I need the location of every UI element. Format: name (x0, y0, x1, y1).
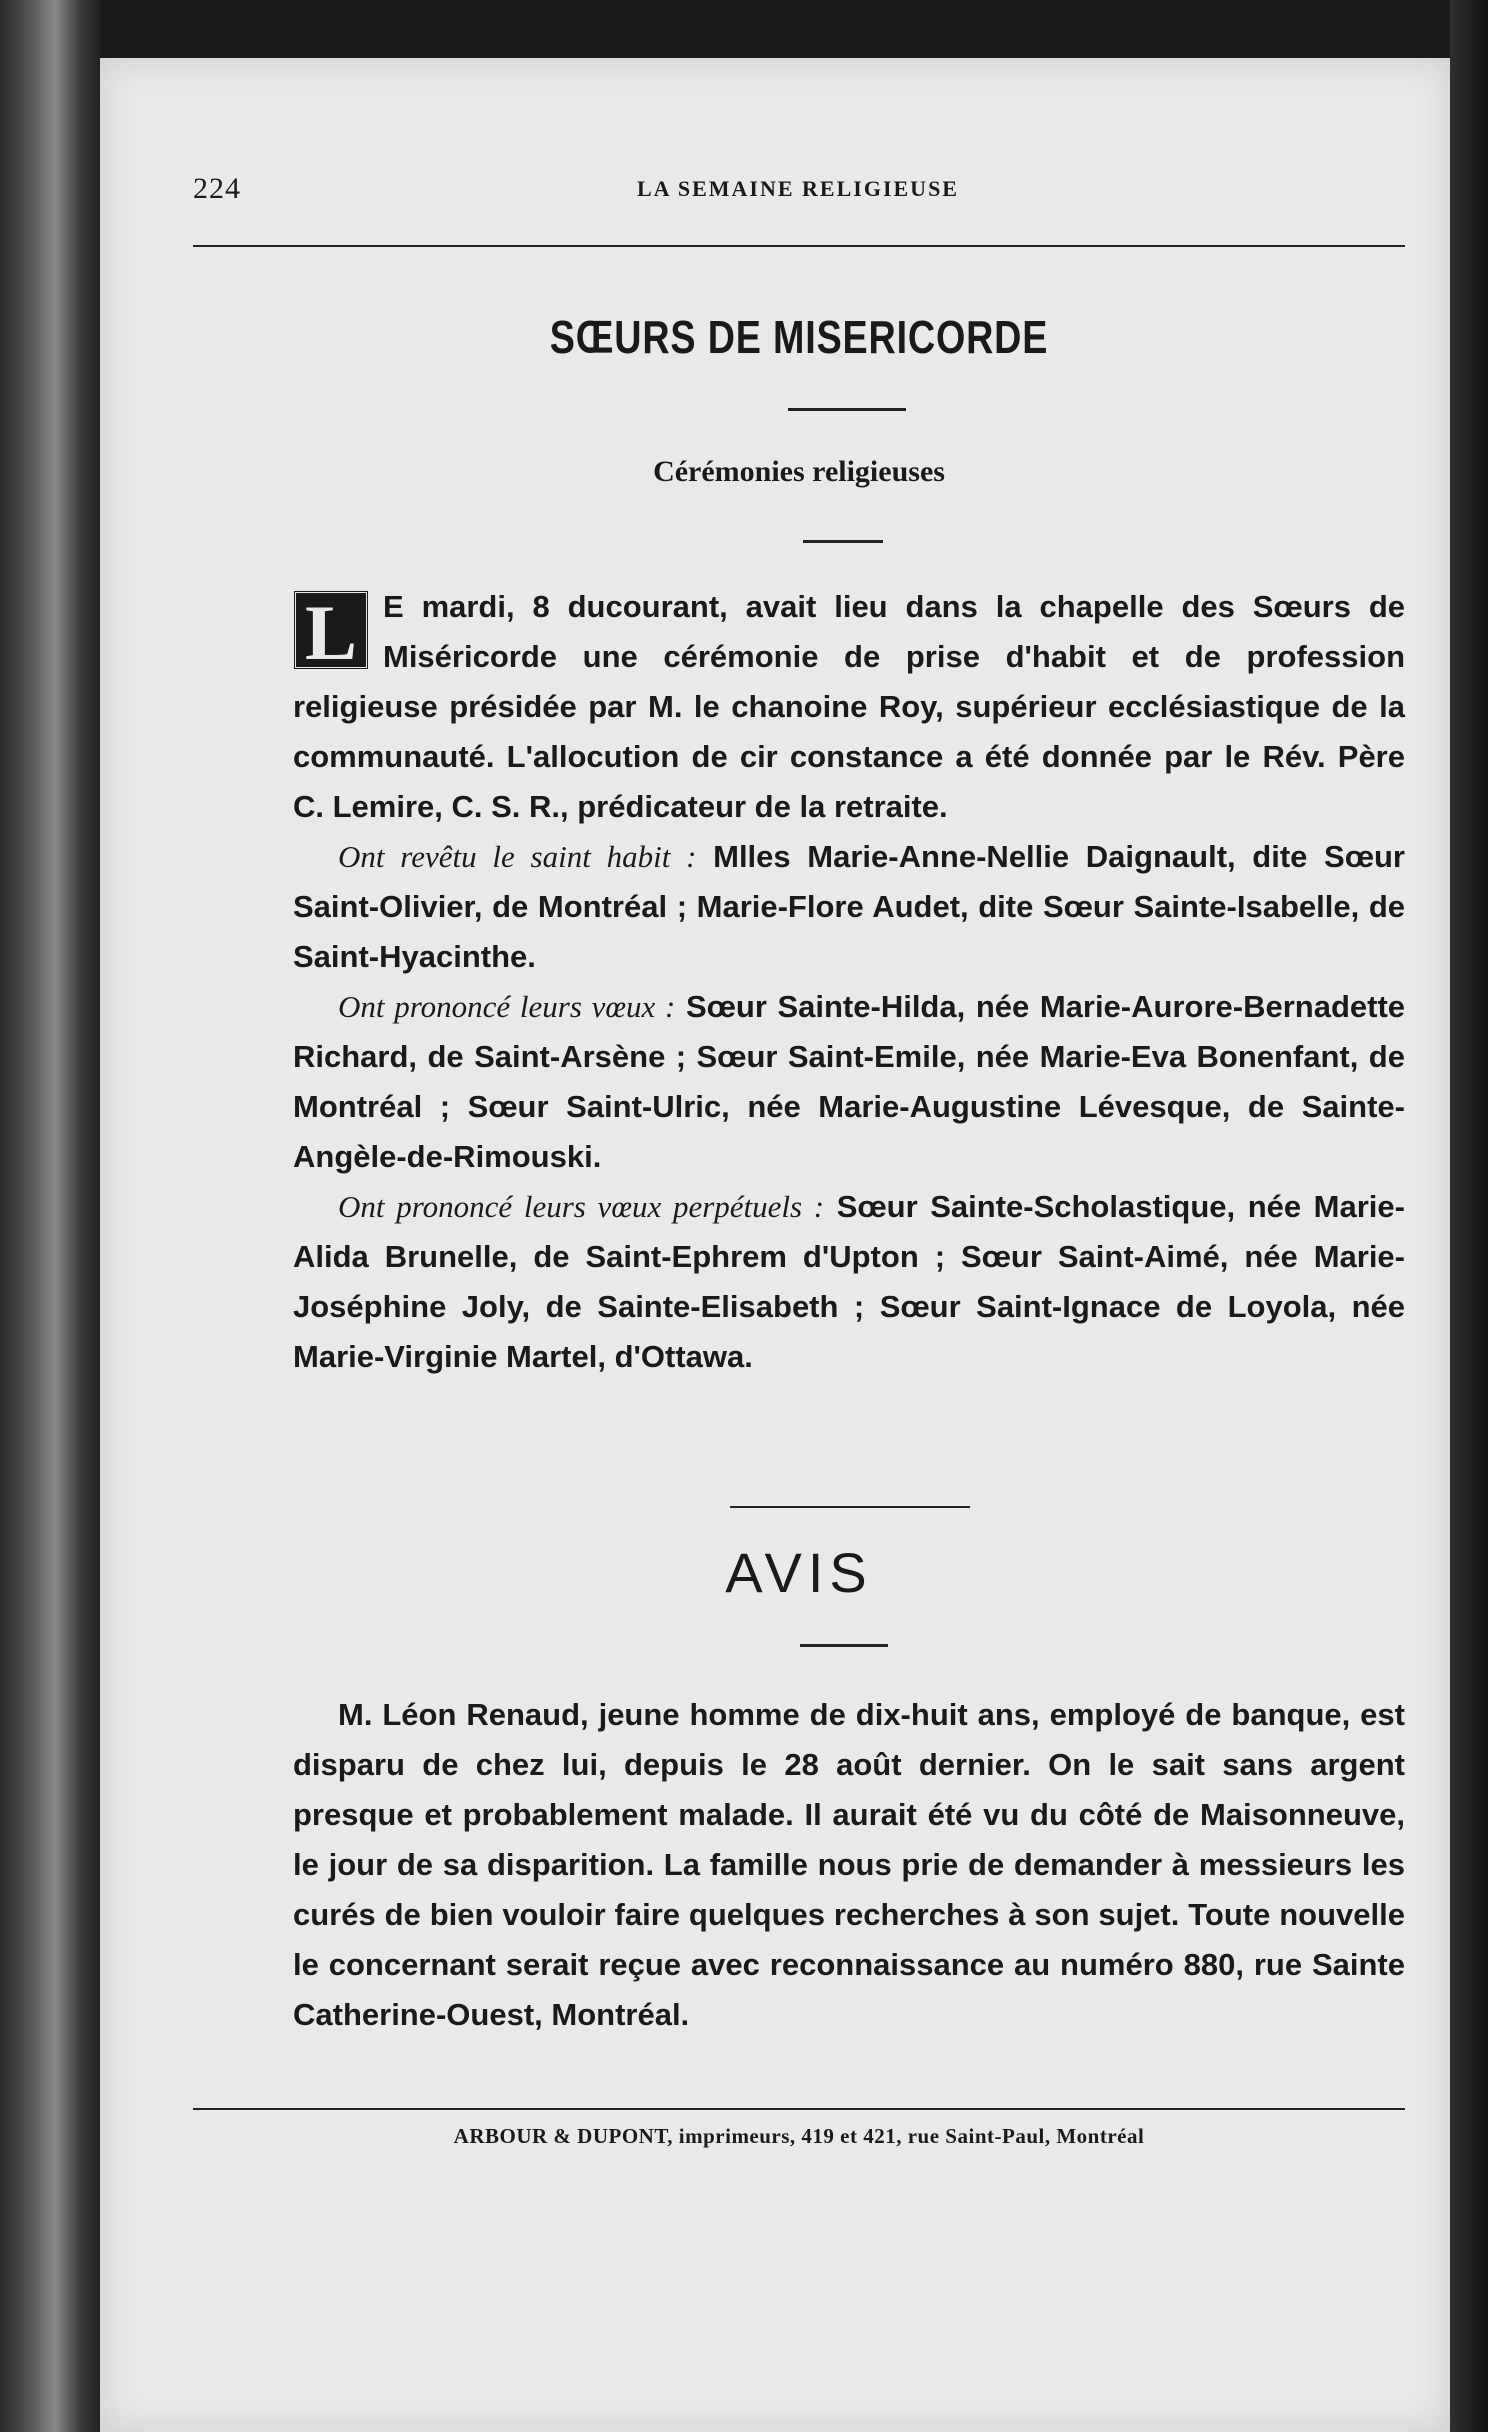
paragraph-vows: Ont prononcé leurs vœux : Sœur Sainte-Hilda, née Marie-Aurore-Bernadette Richard, de Saint-Arsène ; Sœur Saint-Emile, née Marie-Eva Bonenfant, de Montréal ; Sœur Saint-Ulric, née Marie-Augustine Lévesque, de Sainte-Angèle-de-Rimouski. (293, 989, 1406, 1174)
avis-title: AVIS (725, 1541, 873, 1604)
article-body (293, 582, 1405, 1382)
avis-divider (800, 1644, 888, 1647)
paragraph-habit: Ont revêtu le saint habit : Mlles Marie-Anne-Nellie Daignault, dite Sœur Saint-Olivier, de Montréal ; Marie-Flore Audet, dite Sœur Sainte-Isabelle, de Saint-Hyacinthe. (293, 839, 1405, 974)
header-rule (193, 245, 1405, 247)
avis-body (293, 1690, 1405, 2040)
paragraph-label: Ont prononcé leurs vœux : (338, 989, 676, 1024)
subtitle-divider (803, 540, 883, 543)
book-edge (1450, 0, 1488, 2432)
article-title: SŒURS DE MISERICORDE (549, 311, 1049, 363)
title-divider (788, 408, 906, 411)
paragraph-label: Ont revêtu le saint habit : (338, 839, 697, 874)
printer-imprint: ARBOUR & DUPONT, imprimeurs, 419 et 421, rue Saint-Paul, Montréal (453, 2124, 1145, 2148)
article-subtitle: Cérémonies religieuses (653, 455, 945, 488)
running-title: LA SEMAINE RELIGIEUSE (637, 176, 959, 201)
paragraph-label: Ont prononcé leurs vœux perpétuels : (338, 1189, 825, 1224)
page-header (193, 172, 1403, 212)
footer-rule (193, 2108, 1405, 2110)
book-binding (0, 0, 100, 2432)
section-divider (730, 1506, 970, 1508)
avis-paragraph: M. Léon Renaud, jeune homme de dix-huit ans, employé de banque, est disparu de chez lui, depuis le 28 août dernier. On le sait sans argent presque et probablement malade. Il aurait été vu du côté de Maisonneuve, le jour de sa disparition. La famille nous prie de demander à messieurs les curés de bien vouloir faire quelques recherches à son sujet. Toute nouvelle le concernant serait reçue avec reconnaissance au numéro 880, rue Sainte Catherine-Ouest, Montréal. (293, 1697, 1405, 2032)
page-number: 224 (193, 172, 241, 205)
drop-cap: L (293, 590, 369, 670)
paragraph-intro: L E mardi, 8 ducourant, avait lieu dans la chapelle des Sœurs de Miséricorde une cérémonie de prise d'habit et de profession religieuse présidée par M. le chanoine Roy, supérieur ecclésiastique de la communauté. L'allocution de cir constance a été donnée par le Rév. Père C. Lemire, C. S. R., prédicateur de la retraite. (293, 589, 1405, 824)
paragraph-perpetual-vows: Ont prononcé leurs vœux perpétuels : Sœur Sainte-Scholastique, née Marie-Alida Brunelle, de Saint-Ephrem d'Upton ; Sœur Saint-Aimé, née Marie-Joséphine Joly, de Sainte-Elisabeth ; Sœur Saint-Ignace de Loyola, née Marie-Virginie Martel, d'Ottawa. (293, 1189, 1405, 1374)
